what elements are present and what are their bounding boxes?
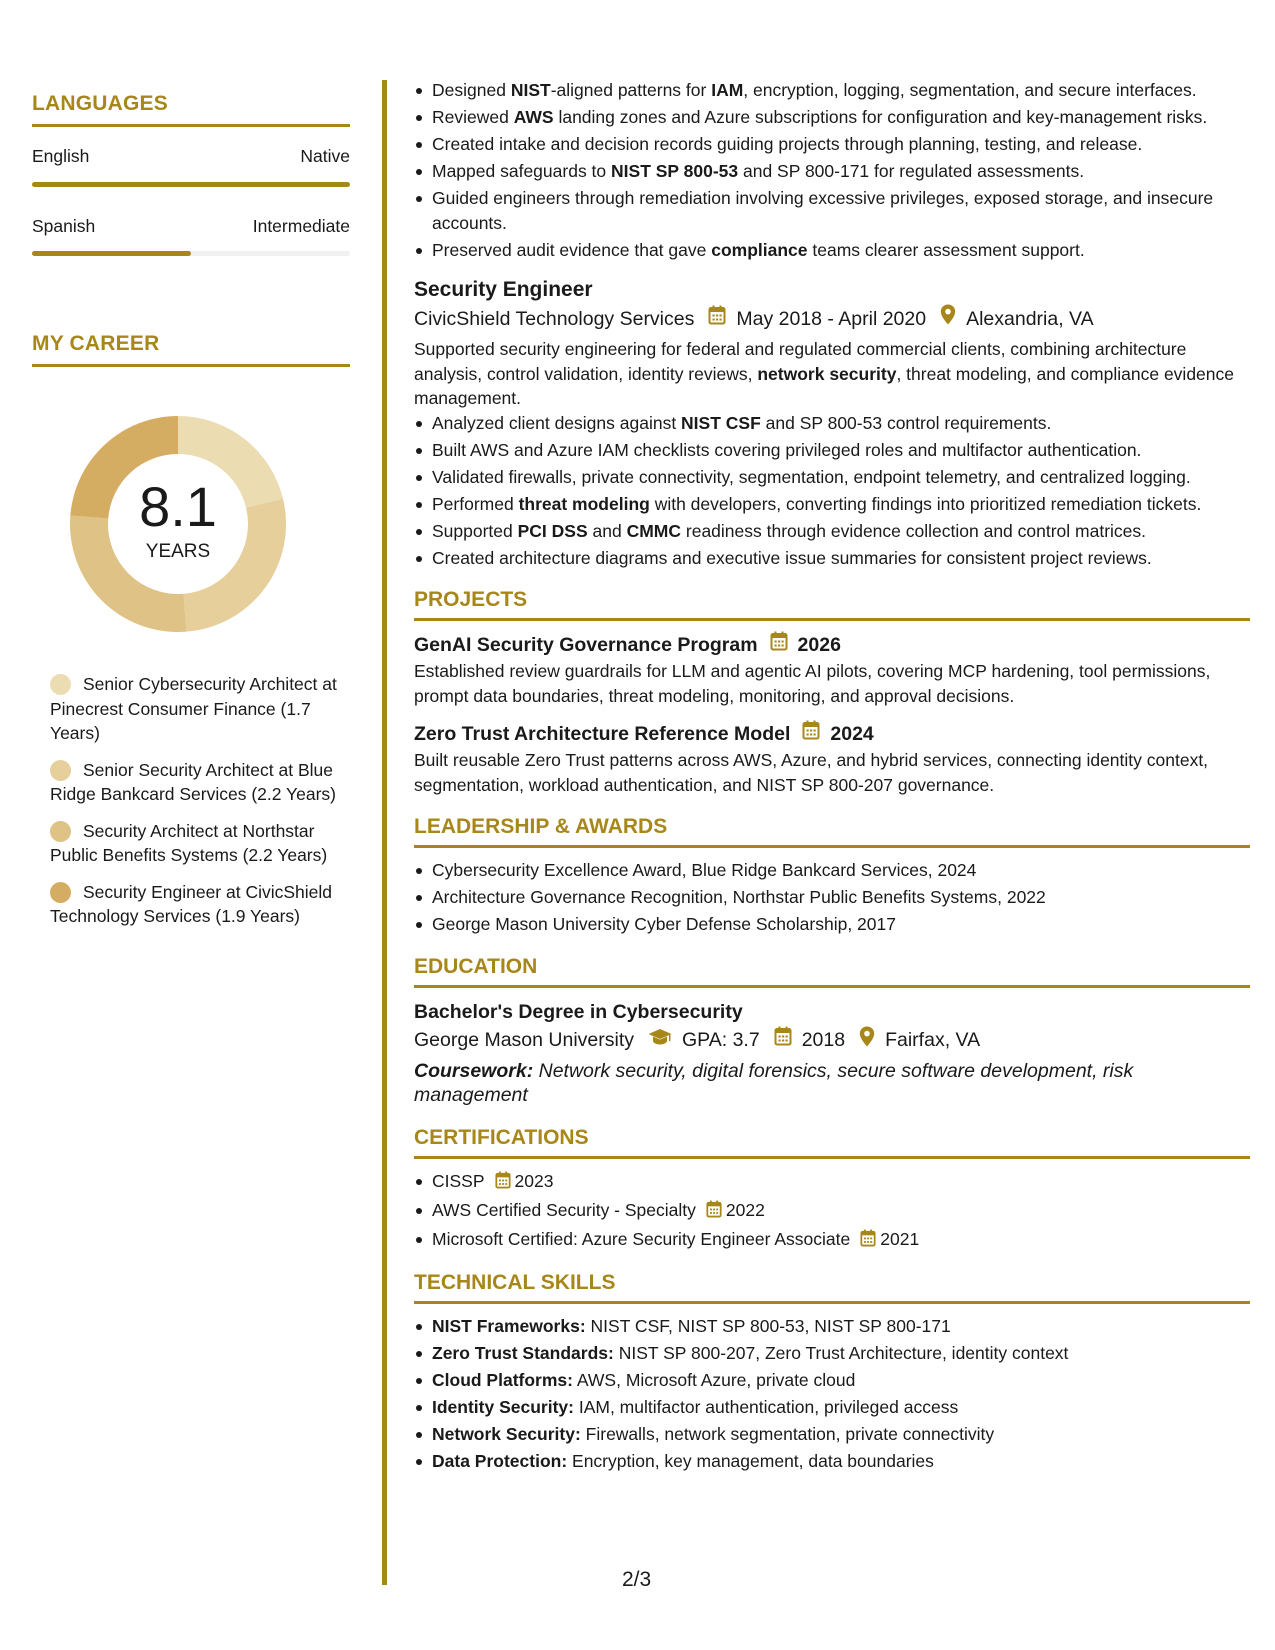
text-run: Guided engineers through remediation involving excessive privileges, exposed storage, and insecure accounts. [432, 188, 1214, 233]
text-run: Created architecture diagrams and executive issue summaries for consistent project reviews. [432, 547, 1152, 568]
text-run: readiness through evidence collection and control matrices. [681, 520, 1147, 541]
text-run: , encryption, logging, segmentation, and secure interfaces. [743, 80, 1197, 100]
skill-value: AWS, Microsoft Azure, private cloud [572, 1370, 856, 1390]
skill-label: Network Security: [432, 1424, 581, 1444]
job-summary [414, 337, 1250, 411]
project-title: GenAI Security Governance Program [414, 634, 758, 656]
bullet-item [432, 186, 1250, 235]
bold-text: compliance [711, 239, 808, 260]
project-title-row [414, 720, 1250, 748]
text-run: Built AWS and Azure IAM checklists covering privileged roles and multifactor authentication. [432, 439, 1142, 460]
bold-text: AWS [513, 107, 554, 127]
education-heading: EDUCATION [414, 955, 1250, 988]
text-run: teams clearer assessment support. [807, 239, 1085, 260]
map-pin-icon [940, 304, 956, 333]
bold-text: NIST CSF [681, 412, 761, 433]
text-run: Supported security engineering for federal and regulated commercial clients, combining architecture analysis, control validation, identity reviews, [414, 339, 1187, 384]
education-meta [414, 1026, 1250, 1055]
awards-list [414, 858, 1250, 937]
text-run: -aligned patterns for [550, 80, 712, 100]
skill-value: NIST SP 800-207, Zero Trust Architecture, identity context [613, 1343, 1069, 1363]
calendar-icon [774, 1026, 792, 1054]
bold-text: threat modeling [518, 493, 650, 514]
career-legend-label: Security Architect at Northstar Public Benefits Systems (2.2 Years) [50, 820, 328, 865]
certification-year: 2022 [725, 1199, 765, 1220]
bold-text: IAM [711, 80, 744, 100]
text-run: Preserved audit evidence that gave [432, 239, 712, 260]
text-run: and SP 800-53 control requirements. [760, 412, 1052, 433]
skill-item [432, 1395, 1250, 1420]
calendar-icon [860, 1229, 876, 1254]
language-row [32, 146, 350, 167]
text-run: Mapped safeguards to [432, 161, 612, 181]
career-legend-item [50, 819, 340, 868]
language-level: Native [300, 146, 350, 166]
bullet-item [432, 546, 1250, 571]
degree-title: Bachelor's Degree in Cybersecurity [414, 1000, 743, 1023]
career-legend-label: Security Engineer at CivicShield Technology Services (1.9 Years) [50, 881, 333, 926]
skill-value: NIST CSF, NIST SP 800-53, NIST SP 800-171 [585, 1316, 951, 1336]
coursework-text: Network security, digital forensics, secure software development, risk management [414, 1059, 1134, 1106]
text-run: Designed [432, 80, 511, 100]
legend-dot [50, 882, 71, 903]
skill-value: IAM, multifactor authentication, privileged access [573, 1397, 959, 1417]
calendar-icon [770, 631, 788, 659]
job-dates: May 2018 - April 2020 [736, 307, 927, 330]
bullet-item [432, 519, 1250, 544]
text-run: Created intake and decision records guiding projects through planning, testing, and release. [432, 134, 1143, 154]
certification-item [432, 1198, 1250, 1225]
language-proficiency-bar [32, 251, 350, 256]
skill-item [432, 1422, 1250, 1447]
certification-name: AWS Certified Security - Specialty [432, 1199, 696, 1220]
graduation-year: 2018 [801, 1029, 846, 1051]
career-total-years: 8.1 [139, 475, 217, 538]
skill-item [432, 1314, 1250, 1339]
skill-label: NIST Frameworks: [432, 1316, 586, 1336]
bullet-item [432, 465, 1250, 490]
bullet-item [432, 411, 1250, 436]
text-run: Supported [432, 520, 518, 541]
bullet-item [432, 238, 1250, 263]
job-bullets [414, 411, 1250, 571]
bullet-item [432, 105, 1250, 130]
skill-label: Identity Security: [432, 1397, 574, 1417]
text-run: and [587, 520, 627, 541]
main-content [414, 78, 1250, 1476]
coursework-label: Coursework: [414, 1059, 534, 1082]
job-location: Alexandria, VA [966, 307, 1094, 330]
language-row [32, 216, 350, 237]
certification-item [432, 1227, 1250, 1254]
bold-text: PCI DSS [517, 520, 588, 541]
career-legend-item [50, 672, 340, 746]
school-name: George Mason University [414, 1029, 635, 1051]
career-donut-chart [66, 412, 290, 636]
bullet-item [432, 492, 1250, 517]
language-name: Spanish [32, 216, 96, 236]
skill-label: Zero Trust Standards: [432, 1343, 614, 1363]
text-run: Performed [432, 493, 519, 514]
donut-center-label [66, 412, 290, 636]
career-legend [50, 672, 340, 941]
skills-list [414, 1314, 1250, 1474]
certification-year: 2021 [880, 1228, 920, 1249]
project-title-row [414, 631, 1250, 659]
languages-heading: LANGUAGES [32, 92, 350, 127]
certifications-list [414, 1169, 1250, 1254]
bullet-item [432, 132, 1250, 157]
job-meta [414, 304, 1250, 333]
project-description: Established review guardrails for LLM and agentic AI pilots, covering MCP hardening, tool permissions, prompt data boundaries, threat modeling, monitoring, and approval decisions. [414, 661, 1211, 706]
award-item: Cybersecurity Excellence Award, Blue Ridge Bankcard Services, 2024 [432, 858, 1250, 883]
career-legend-label: Senior Security Architect at Blue Ridge Bankcard Services (2.2 Years) [50, 759, 336, 804]
text-run: with developers, converting findings into prioritized remediation tickets. [649, 493, 1202, 514]
skill-item [432, 1449, 1250, 1474]
career-legend-label: Senior Cybersecurity Architect at Pinecrest Consumer Finance (1.7 Years) [50, 674, 337, 743]
graduation-cap-icon [648, 1026, 672, 1054]
bullet-item [432, 159, 1250, 184]
company-name: CivicShield Technology Services [414, 307, 695, 330]
text-run: Reviewed [432, 107, 514, 127]
career-total-unit: YEARS [145, 541, 211, 562]
skill-label: Data Protection: [432, 1451, 568, 1471]
text-run: landing zones and Azure subscriptions for configuration and key-management risks. [553, 107, 1208, 127]
language-level: Intermediate [252, 216, 350, 236]
language-proficiency-fill [32, 182, 350, 187]
legend-dot [50, 674, 71, 695]
text-run: , threat modeling, and compliance evidence management. [414, 363, 1235, 408]
calendar-icon [802, 720, 820, 748]
bullet-item [432, 78, 1250, 103]
bold-text: NIST [510, 80, 551, 100]
school-location: Fairfax, VA [885, 1029, 981, 1051]
previous-job-bullets [414, 78, 1250, 262]
skill-item [432, 1368, 1250, 1393]
page-number: 2/3 [622, 1568, 652, 1591]
certification-name: CISSP [432, 1170, 485, 1191]
skill-item [432, 1341, 1250, 1366]
skill-value: Firewalls, network segmentation, private connectivity [580, 1424, 995, 1444]
language-proficiency-fill [32, 251, 191, 256]
legend-dot [50, 821, 71, 842]
bold-text: NIST SP 800-53 [611, 161, 739, 181]
calendar-icon [495, 1171, 511, 1196]
calendar-icon [708, 305, 726, 333]
language-proficiency-bar [32, 182, 350, 187]
project-year: 2026 [797, 634, 841, 656]
calendar-icon [706, 1200, 722, 1225]
certifications-heading: CERTIFICATIONS [414, 1126, 1250, 1159]
skills-heading: TECHNICAL SKILLS [414, 1271, 1250, 1304]
career-heading: MY CAREER [32, 332, 350, 367]
projects-heading: PROJECTS [414, 588, 1250, 621]
bullet-item [432, 438, 1250, 463]
career-legend-item [50, 880, 340, 929]
project-year: 2024 [830, 723, 874, 745]
coursework [414, 1059, 1250, 1108]
column-divider [382, 80, 387, 1585]
text-run: Analyzed client designs against [432, 412, 682, 433]
text-run: and SP 800-171 for regulated assessments. [738, 161, 1085, 181]
skill-value: Encryption, key management, data boundaries [567, 1451, 934, 1471]
map-pin-icon [859, 1026, 875, 1055]
certification-item [432, 1169, 1250, 1196]
project-description: Built reusable Zero Trust patterns across AWS, Azure, and hybrid services, connecting identity context, segmentation, workload authentication, and NIST SP 800-207 governance. [414, 750, 1209, 795]
skill-label: Cloud Platforms: [432, 1370, 573, 1390]
award-item: Architecture Governance Recognition, Northstar Public Benefits Systems, 2022 [432, 885, 1250, 910]
bold-text: CMMC [626, 520, 682, 541]
bold-text: network security [757, 363, 897, 384]
project-title: Zero Trust Architecture Reference Model [414, 723, 791, 745]
language-name: English [32, 146, 90, 166]
career-legend-item [50, 758, 340, 807]
award-item: George Mason University Cyber Defense Scholarship, 2017 [432, 912, 1250, 937]
gpa: GPA: 3.7 [682, 1029, 760, 1051]
text-run: Validated firewalls, private connectivity, segmentation, endpoint telemetry, and centralized logging. [432, 466, 1191, 487]
certification-year: 2023 [514, 1170, 554, 1191]
job-title: Security Engineer [414, 278, 593, 301]
certification-name: Microsoft Certified: Azure Security Engineer Associate [432, 1228, 851, 1249]
awards-heading: LEADERSHIP & AWARDS [414, 815, 1250, 848]
legend-dot [50, 760, 71, 781]
